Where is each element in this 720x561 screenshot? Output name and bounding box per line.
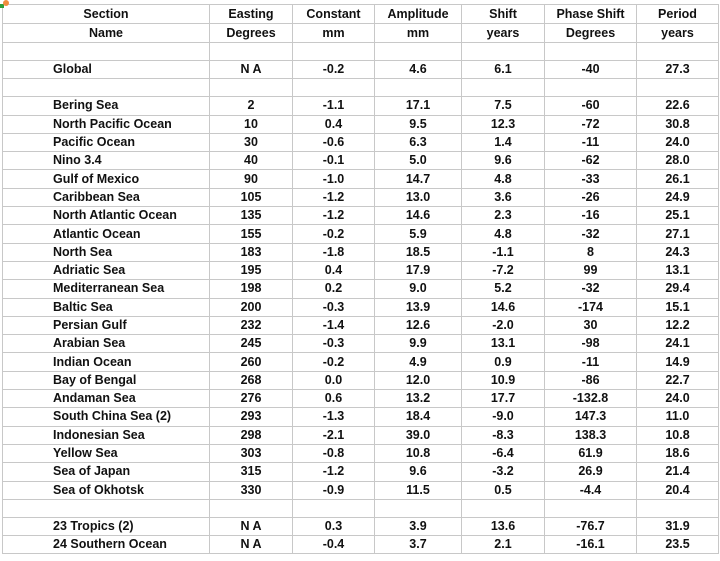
section-name-cell: Gulf of Mexico	[3, 170, 210, 188]
section-name-cell: Persian Gulf	[3, 316, 210, 334]
section-name-cell: Indian Ocean	[3, 353, 210, 371]
table-row	[3, 280, 719, 298]
value-cell: -76.7	[545, 517, 637, 535]
value-cell: -174	[545, 298, 637, 316]
value-cell: 4.9	[375, 353, 462, 371]
value-cell: mm	[375, 24, 462, 43]
value-cell: Easting	[210, 5, 293, 24]
value-cell: 13.1	[637, 261, 719, 279]
value-cell: 17.9	[375, 261, 462, 279]
value-cell: -0.2	[293, 61, 375, 79]
section-name-cell: North Atlantic Ocean	[3, 207, 210, 225]
value-cell: 21.4	[637, 463, 719, 481]
value-cell: 18.4	[375, 408, 462, 426]
value-cell: 40	[210, 152, 293, 170]
section-name-cell: North Pacific Ocean	[3, 115, 210, 133]
value-cell: Degrees	[210, 24, 293, 43]
value-cell: 30	[210, 133, 293, 151]
value-cell: years	[462, 24, 545, 43]
section-name-cell	[3, 79, 210, 97]
value-cell: -8.3	[462, 426, 545, 444]
value-cell: -98	[545, 335, 637, 353]
value-cell: -2.0	[462, 316, 545, 334]
value-cell: -132.8	[545, 390, 637, 408]
value-cell: 5.9	[375, 225, 462, 243]
table-row	[3, 536, 719, 554]
table-row	[3, 316, 719, 334]
section-name-cell: Andaman Sea	[3, 390, 210, 408]
value-cell: -72	[545, 115, 637, 133]
value-cell: -4.4	[545, 481, 637, 499]
value-cell: 24.0	[637, 390, 719, 408]
value-cell: 27.3	[637, 61, 719, 79]
value-cell	[375, 79, 462, 97]
value-cell: 1.4	[462, 133, 545, 151]
value-cell: 99	[545, 261, 637, 279]
value-cell: -3.2	[462, 463, 545, 481]
value-cell: 260	[210, 353, 293, 371]
table-row	[3, 463, 719, 481]
value-cell: 198	[210, 280, 293, 298]
value-cell	[210, 499, 293, 517]
value-cell: 24.0	[637, 133, 719, 151]
value-cell: -1.2	[293, 188, 375, 206]
value-cell: N A	[210, 536, 293, 554]
value-cell: 105	[210, 188, 293, 206]
value-cell: -62	[545, 152, 637, 170]
value-cell: -1.1	[462, 243, 545, 261]
spacer-row	[3, 79, 719, 97]
section-name-cell: Global	[3, 61, 210, 79]
value-cell	[637, 79, 719, 97]
value-cell	[462, 79, 545, 97]
value-cell: 13.6	[462, 517, 545, 535]
value-cell: -1.4	[293, 316, 375, 334]
value-cell: -1.1	[293, 97, 375, 115]
value-cell: 39.0	[375, 426, 462, 444]
value-cell: -1.2	[293, 463, 375, 481]
section-name-cell: South China Sea (2)	[3, 408, 210, 426]
value-cell	[637, 499, 719, 517]
section-name-cell: Sea of Japan	[3, 463, 210, 481]
value-cell: Period	[637, 5, 719, 24]
value-cell	[293, 79, 375, 97]
section-name-cell	[3, 43, 210, 61]
value-cell: -0.9	[293, 481, 375, 499]
value-cell: 330	[210, 481, 293, 499]
value-cell: 26.9	[545, 463, 637, 481]
value-cell: 24.9	[637, 188, 719, 206]
value-cell	[545, 43, 637, 61]
value-cell: -11	[545, 133, 637, 151]
value-cell: 4.8	[462, 225, 545, 243]
value-cell: 14.7	[375, 170, 462, 188]
value-cell: 195	[210, 261, 293, 279]
value-cell: -0.2	[293, 225, 375, 243]
value-cell: 11.0	[637, 408, 719, 426]
value-cell: 24.1	[637, 335, 719, 353]
section-name-cell: Adriatic Sea	[3, 261, 210, 279]
table-row	[3, 444, 719, 462]
value-cell: -0.1	[293, 152, 375, 170]
value-cell: 2.1	[462, 536, 545, 554]
table-row	[3, 97, 719, 115]
value-cell: N A	[210, 61, 293, 79]
value-cell: 8	[545, 243, 637, 261]
value-cell: -16.1	[545, 536, 637, 554]
table-row	[3, 298, 719, 316]
section-name-cell: Arabian Sea	[3, 335, 210, 353]
section-name-cell: Bering Sea	[3, 97, 210, 115]
value-cell: 31.9	[637, 517, 719, 535]
section-name-cell	[3, 499, 210, 517]
section-name-cell: Caribbean Sea	[3, 188, 210, 206]
value-cell: 6.1	[462, 61, 545, 79]
spacer-row	[3, 499, 719, 517]
value-cell	[545, 499, 637, 517]
value-cell: 303	[210, 444, 293, 462]
value-cell: 13.1	[462, 335, 545, 353]
data-table	[2, 4, 719, 554]
value-cell: -11	[545, 353, 637, 371]
value-cell	[545, 79, 637, 97]
value-cell: 11.5	[375, 481, 462, 499]
value-cell: Phase Shift	[545, 5, 637, 24]
value-cell: 10.8	[375, 444, 462, 462]
value-cell: 14.9	[637, 353, 719, 371]
header-units-row	[3, 24, 719, 43]
value-cell: 2	[210, 97, 293, 115]
value-cell: 12.3	[462, 115, 545, 133]
value-cell: 9.9	[375, 335, 462, 353]
table-row	[3, 152, 719, 170]
value-cell: 3.7	[375, 536, 462, 554]
value-cell: 13.2	[375, 390, 462, 408]
value-cell: 2.3	[462, 207, 545, 225]
section-name-cell: Nino 3.4	[3, 152, 210, 170]
value-cell: -2.1	[293, 426, 375, 444]
value-cell: 7.5	[462, 97, 545, 115]
value-cell: 9.5	[375, 115, 462, 133]
value-cell: 25.1	[637, 207, 719, 225]
table-row	[3, 481, 719, 499]
section-name-cell: Baltic Sea	[3, 298, 210, 316]
value-cell: 135	[210, 207, 293, 225]
value-cell: 12.6	[375, 316, 462, 334]
value-cell: -33	[545, 170, 637, 188]
table-row	[3, 261, 719, 279]
value-cell: -0.3	[293, 335, 375, 353]
value-cell: 28.0	[637, 152, 719, 170]
value-cell: N A	[210, 517, 293, 535]
value-cell: 0.4	[293, 115, 375, 133]
value-cell: 0.2	[293, 280, 375, 298]
value-cell: 14.6	[375, 207, 462, 225]
value-cell	[375, 43, 462, 61]
table-row	[3, 335, 719, 353]
value-cell: -0.4	[293, 536, 375, 554]
value-cell: 0.9	[462, 353, 545, 371]
value-cell: 4.6	[375, 61, 462, 79]
global-row	[3, 61, 719, 79]
value-cell: 10.8	[637, 426, 719, 444]
value-cell: -1.8	[293, 243, 375, 261]
value-cell: 0.4	[293, 261, 375, 279]
value-cell: 15.1	[637, 298, 719, 316]
value-cell: -0.3	[293, 298, 375, 316]
value-cell: Constant	[293, 5, 375, 24]
value-cell	[375, 499, 462, 517]
value-cell: 5.0	[375, 152, 462, 170]
value-cell: 18.6	[637, 444, 719, 462]
value-cell: -6.4	[462, 444, 545, 462]
value-cell	[293, 43, 375, 61]
value-cell: 22.7	[637, 371, 719, 389]
value-cell: 183	[210, 243, 293, 261]
value-cell: -60	[545, 97, 637, 115]
value-cell	[293, 499, 375, 517]
value-cell: -32	[545, 225, 637, 243]
value-cell	[637, 43, 719, 61]
value-cell: 200	[210, 298, 293, 316]
value-cell: 9.6	[462, 152, 545, 170]
value-cell: -9.0	[462, 408, 545, 426]
table-row	[3, 133, 719, 151]
value-cell: 4.8	[462, 170, 545, 188]
value-cell	[210, 79, 293, 97]
value-cell: 5.2	[462, 280, 545, 298]
value-cell: -1.3	[293, 408, 375, 426]
table-row	[3, 408, 719, 426]
value-cell: 17.7	[462, 390, 545, 408]
value-cell: 30	[545, 316, 637, 334]
value-cell: 30.8	[637, 115, 719, 133]
table-row	[3, 207, 719, 225]
value-cell: 14.6	[462, 298, 545, 316]
value-cell: 276	[210, 390, 293, 408]
value-cell: 18.5	[375, 243, 462, 261]
value-cell: -7.2	[462, 261, 545, 279]
value-cell: 155	[210, 225, 293, 243]
value-cell: 0.6	[293, 390, 375, 408]
value-cell: 10.9	[462, 371, 545, 389]
section-name-cell: Pacific Ocean	[3, 133, 210, 151]
value-cell	[210, 43, 293, 61]
value-cell: Amplitude	[375, 5, 462, 24]
value-cell: 22.6	[637, 97, 719, 115]
value-cell: 29.4	[637, 280, 719, 298]
table-row	[3, 170, 719, 188]
section-name-cell: Mediterranean Sea	[3, 280, 210, 298]
value-cell: -1.2	[293, 207, 375, 225]
app-logo-icon	[0, 0, 10, 10]
value-cell: -26	[545, 188, 637, 206]
value-cell: 12.2	[637, 316, 719, 334]
value-cell: 23.5	[637, 536, 719, 554]
table-row	[3, 243, 719, 261]
value-cell: 245	[210, 335, 293, 353]
section-name-cell: Name	[3, 24, 210, 43]
value-cell: -40	[545, 61, 637, 79]
table-row	[3, 390, 719, 408]
value-cell: -1.0	[293, 170, 375, 188]
table-row	[3, 225, 719, 243]
value-cell: 3.6	[462, 188, 545, 206]
spacer-row	[3, 43, 719, 61]
table-row	[3, 517, 719, 535]
value-cell: 10	[210, 115, 293, 133]
value-cell: 13.0	[375, 188, 462, 206]
value-cell: 26.1	[637, 170, 719, 188]
table-row	[3, 188, 719, 206]
section-name-cell: Yellow Sea	[3, 444, 210, 462]
value-cell: -0.8	[293, 444, 375, 462]
value-cell: 27.1	[637, 225, 719, 243]
value-cell: 147.3	[545, 408, 637, 426]
value-cell: 138.3	[545, 426, 637, 444]
section-name-cell: 24 Southern Ocean	[3, 536, 210, 554]
value-cell: -86	[545, 371, 637, 389]
value-cell: 293	[210, 408, 293, 426]
value-cell: 0.5	[462, 481, 545, 499]
value-cell: 298	[210, 426, 293, 444]
value-cell: 13.9	[375, 298, 462, 316]
value-cell: Degrees	[545, 24, 637, 43]
value-cell: 0.3	[293, 517, 375, 535]
value-cell: -32	[545, 280, 637, 298]
value-cell: 232	[210, 316, 293, 334]
value-cell: 6.3	[375, 133, 462, 151]
value-cell: 315	[210, 463, 293, 481]
section-name-cell: Indonesian Sea	[3, 426, 210, 444]
value-cell: -0.6	[293, 133, 375, 151]
section-name-cell: Bay of Bengal	[3, 371, 210, 389]
value-cell: years	[637, 24, 719, 43]
value-cell	[462, 43, 545, 61]
table-row	[3, 371, 719, 389]
value-cell: 268	[210, 371, 293, 389]
table-row	[3, 115, 719, 133]
value-cell	[462, 499, 545, 517]
table-row	[3, 353, 719, 371]
value-cell: 90	[210, 170, 293, 188]
table-row	[3, 426, 719, 444]
header-row	[3, 5, 719, 24]
value-cell: -16	[545, 207, 637, 225]
value-cell: 12.0	[375, 371, 462, 389]
value-cell: 0.0	[293, 371, 375, 389]
value-cell: 20.4	[637, 481, 719, 499]
section-name-cell: Section	[3, 5, 210, 24]
value-cell: Shift	[462, 5, 545, 24]
section-name-cell: Atlantic Ocean	[3, 225, 210, 243]
value-cell: 61.9	[545, 444, 637, 462]
value-cell: 24.3	[637, 243, 719, 261]
value-cell: 9.0	[375, 280, 462, 298]
value-cell: 17.1	[375, 97, 462, 115]
section-name-cell: Sea of Okhotsk	[3, 481, 210, 499]
value-cell: 3.9	[375, 517, 462, 535]
value-cell: -0.2	[293, 353, 375, 371]
section-name-cell: North Sea	[3, 243, 210, 261]
section-name-cell: 23 Tropics (2)	[3, 517, 210, 535]
value-cell: mm	[293, 24, 375, 43]
value-cell: 9.6	[375, 463, 462, 481]
